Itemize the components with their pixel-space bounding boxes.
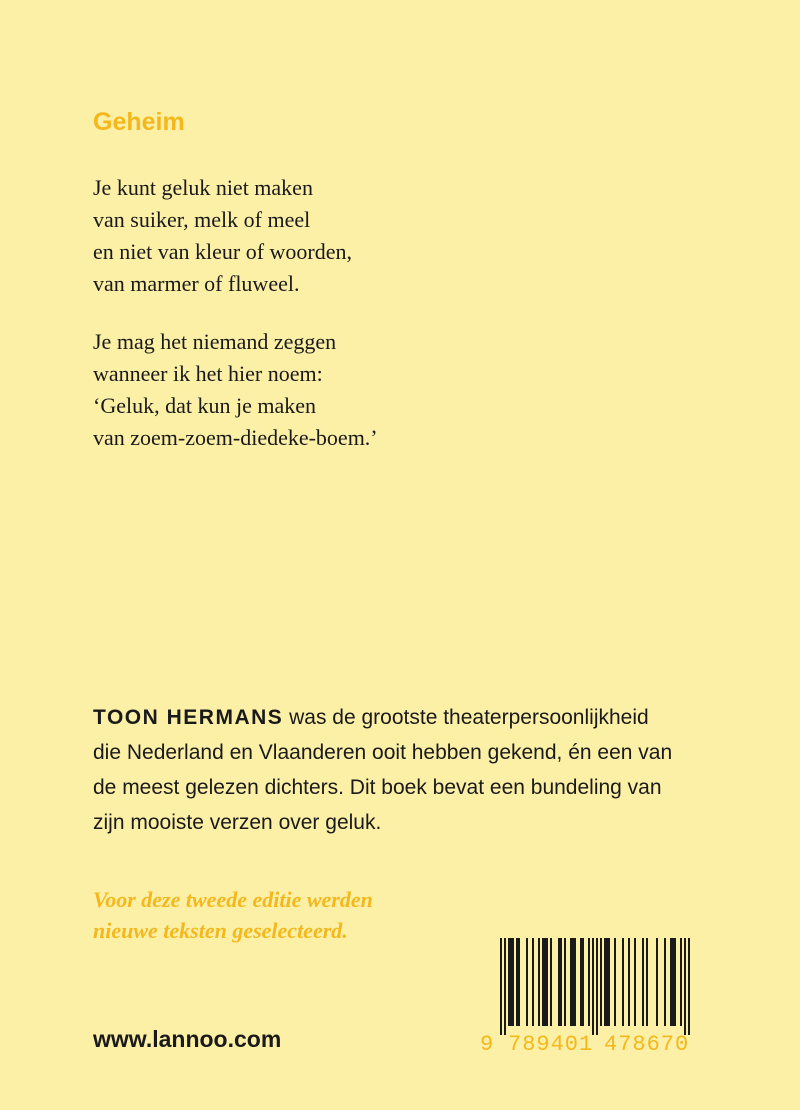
barcode-bar — [588, 938, 590, 1026]
barcode-bar — [580, 938, 582, 1026]
barcode-bar — [600, 938, 602, 1026]
barcode-bar — [604, 938, 606, 1026]
poem-line: wanneer ik het hier noem: — [93, 361, 323, 386]
poem-stanza-2 — [93, 326, 378, 454]
barcode-number — [476, 1032, 706, 1062]
barcode-first-digit: 9 — [480, 1032, 494, 1057]
barcode-bar — [634, 938, 636, 1026]
poem-line: van marmer of fluweel. — [93, 271, 300, 296]
poem-line: ‘Geluk, dat kun je maken — [93, 393, 316, 418]
author-name: TOON HERMANS — [93, 706, 284, 729]
barcode-bar — [608, 938, 610, 1026]
barcode-bar — [656, 938, 658, 1026]
barcode-guard-bar — [592, 938, 594, 1035]
barcode-bar — [510, 938, 512, 1026]
barcode-bar — [550, 938, 552, 1026]
barcode-bar — [558, 938, 560, 1026]
poem-stanza-1 — [93, 172, 352, 300]
barcode-bar — [538, 938, 540, 1026]
barcode-guard-bar — [500, 938, 502, 1035]
barcode-bar — [508, 938, 510, 1026]
tagline-line: Voor deze tweede editie werden — [93, 887, 373, 912]
isbn-barcode — [476, 930, 706, 1065]
barcode-bar — [670, 938, 672, 1026]
poem-title: Geheim — [93, 108, 185, 136]
barcode-bar — [542, 938, 544, 1026]
barcode-guard-bar — [688, 938, 690, 1035]
barcode-bar — [674, 938, 676, 1026]
barcode-bar — [560, 938, 562, 1026]
author-bio — [93, 700, 733, 840]
barcode-bar — [526, 938, 528, 1026]
barcode-bar — [516, 938, 518, 1026]
barcode-bar — [564, 938, 566, 1026]
barcode-bar — [672, 938, 674, 1026]
bio-line — [93, 700, 733, 735]
publisher-website: www.lannoo.com — [93, 1026, 282, 1052]
bio-text: was de grootste theaterpersoonlijkheid — [283, 706, 649, 729]
poem-line: van zoem-zoem-diedeke-boem.’ — [93, 425, 378, 450]
barcode-bar — [518, 938, 520, 1026]
barcode-bar — [614, 938, 616, 1026]
barcode-bar — [606, 938, 608, 1026]
barcode-guard-bar — [684, 938, 686, 1035]
poem-line: Je mag het niemand zeggen — [93, 329, 337, 354]
barcode-bar — [664, 938, 666, 1026]
tagline-line: nieuwe teksten geselecteerd. — [93, 918, 348, 943]
barcode-guard-bar — [504, 938, 506, 1035]
barcode-bar — [572, 938, 574, 1026]
barcode-bar — [628, 938, 630, 1026]
barcode-guard-bar — [596, 938, 598, 1035]
barcode-bar — [546, 938, 548, 1026]
barcode-bar — [582, 938, 584, 1026]
barcode-bar — [622, 938, 624, 1026]
poem-line: van suiker, melk of meel — [93, 207, 311, 232]
barcode-bar — [574, 938, 576, 1026]
edition-tagline — [93, 884, 373, 946]
bio-line: zijn mooiste verzen over geluk. — [93, 811, 382, 834]
poem-line: en niet van kleur of woorden, — [93, 239, 353, 264]
bio-line: die Nederland en Vlaanderen ooit hebben gekend, én een van — [93, 741, 673, 764]
barcode-bar — [680, 938, 682, 1026]
barcode-left-group: 789401 — [508, 1032, 594, 1057]
barcode-bars — [476, 930, 706, 1035]
barcode-bar — [544, 938, 546, 1026]
barcode-bar — [512, 938, 514, 1026]
barcode-bar — [642, 938, 644, 1026]
barcode-bar — [646, 938, 648, 1026]
poem-line: Je kunt geluk niet maken — [93, 175, 313, 200]
bio-line: de meest gelezen dichters. Dit boek bevat een bundeling van — [93, 776, 662, 799]
barcode-bar — [570, 938, 572, 1026]
barcode-right-group: 478670 — [604, 1032, 690, 1057]
barcode-bar — [532, 938, 534, 1026]
